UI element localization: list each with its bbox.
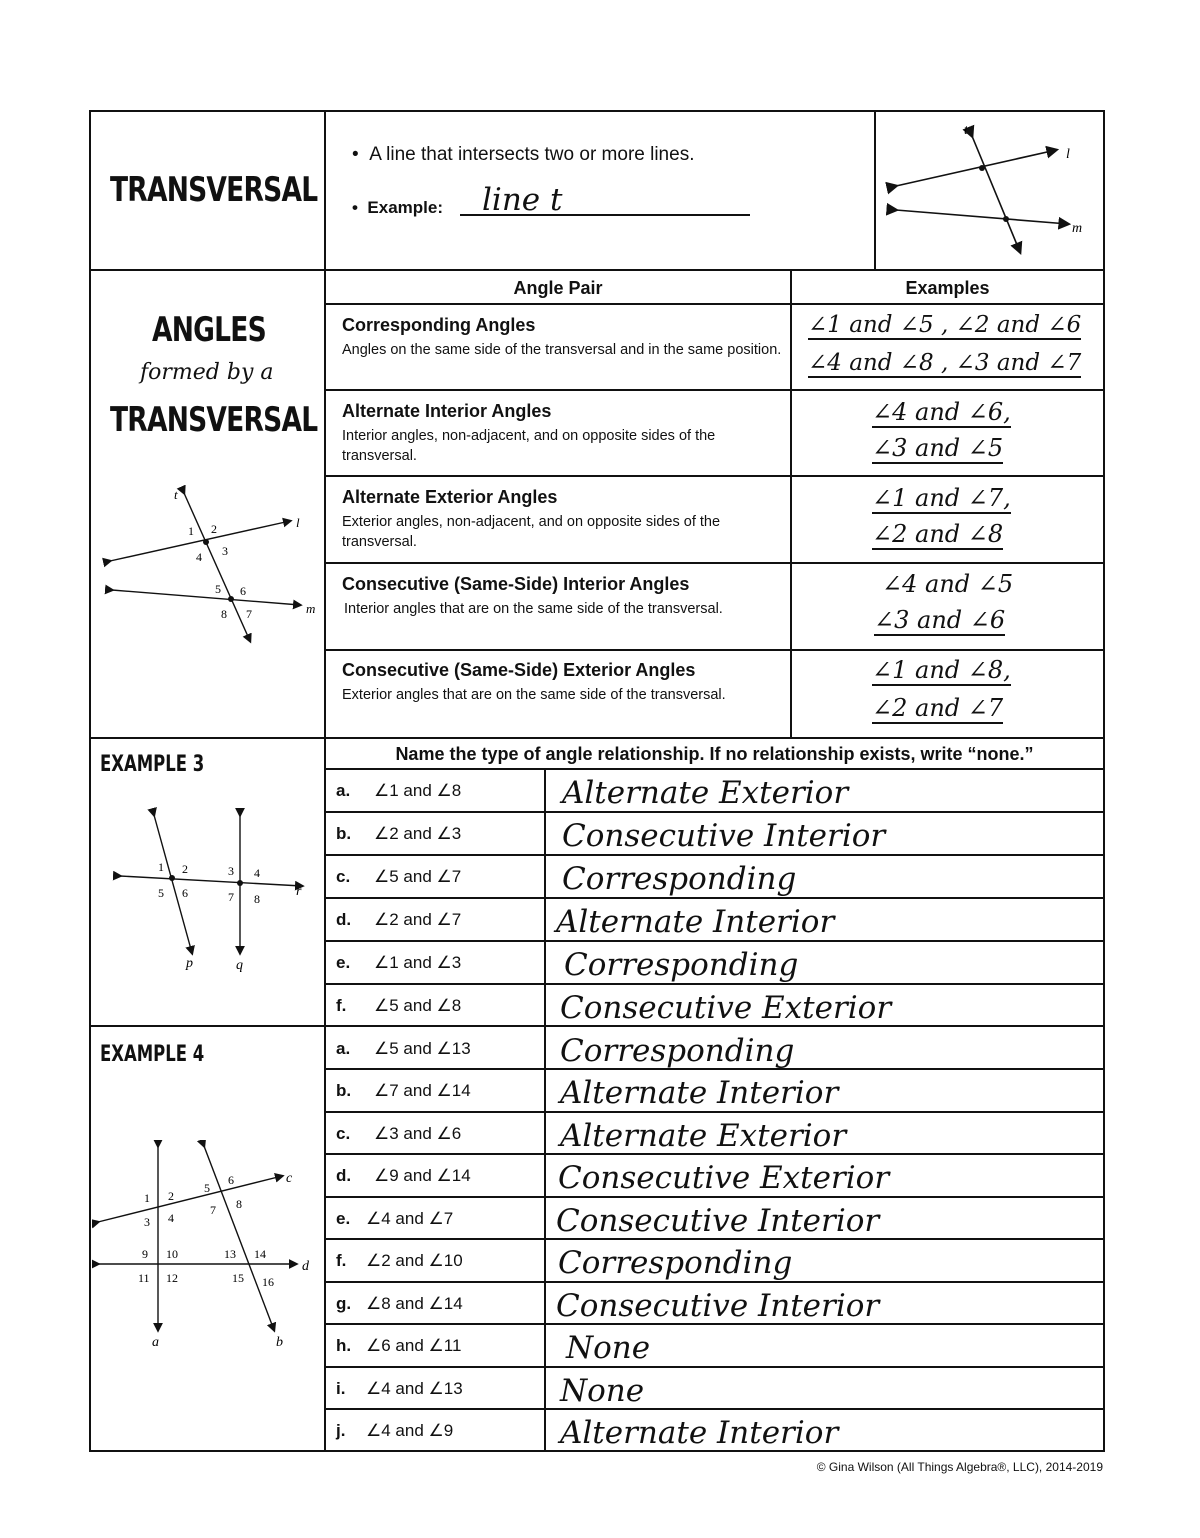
row-letter: g. bbox=[336, 1294, 352, 1313]
angles-title: ANGLES bbox=[152, 310, 266, 350]
line-b bbox=[204, 1146, 274, 1330]
label-m: m bbox=[306, 601, 316, 616]
row-answer: Corresponding bbox=[558, 1245, 793, 1281]
example-answer: line t bbox=[482, 182, 563, 218]
intersection-point bbox=[979, 165, 985, 171]
pair-title: Consecutive (Same-Side) Interior Angles bbox=[342, 574, 690, 594]
section-divider bbox=[89, 737, 1105, 739]
angle-label: 4 bbox=[254, 866, 260, 880]
row-divider bbox=[324, 303, 1105, 305]
pair-description: Exterior angles that are on the same side of the transversal. bbox=[342, 687, 726, 703]
bullet-icon: • bbox=[352, 198, 368, 217]
angle-label: 11 bbox=[138, 1271, 150, 1285]
row-angle-pair: ∠4 and ∠13 bbox=[366, 1379, 463, 1398]
angle-label: 7 bbox=[228, 890, 234, 904]
row-divider bbox=[324, 983, 1105, 985]
angle-label: 8 bbox=[236, 1197, 242, 1211]
row-answer: Consecutive Exterior bbox=[558, 1160, 890, 1196]
line-p bbox=[154, 815, 192, 953]
row-letter: d. bbox=[336, 910, 352, 929]
table-border-left bbox=[89, 110, 91, 1452]
row-divider bbox=[324, 1366, 1105, 1368]
pair-example: ∠1 and ∠5 , ∠2 and ∠6 bbox=[808, 312, 1082, 338]
transversal-title: TRANSVERSAL bbox=[110, 170, 318, 210]
example-label: Example: bbox=[367, 198, 443, 217]
pair-example: ∠2 and ∠7 bbox=[872, 694, 1004, 722]
label-a: a bbox=[152, 1335, 159, 1350]
intersection-point bbox=[203, 539, 209, 545]
line-l bbox=[896, 150, 1056, 186]
row-answer: Corresponding bbox=[564, 947, 799, 983]
row-divider bbox=[324, 649, 1105, 651]
row-answer: None bbox=[560, 1373, 645, 1409]
cell-divider bbox=[790, 270, 792, 738]
pair-description: Angles on the same side of the transversal and in the same position. bbox=[342, 342, 782, 358]
angle-label: 5 bbox=[158, 886, 164, 900]
label-d: d bbox=[302, 1259, 309, 1274]
row-letter: j. bbox=[336, 1421, 346, 1440]
line-m bbox=[112, 590, 300, 605]
row-answer: None bbox=[566, 1330, 651, 1366]
row-letter: i. bbox=[336, 1379, 346, 1398]
cell-divider bbox=[544, 768, 546, 1026]
angle-label: 16 bbox=[262, 1275, 274, 1289]
pair-title: Alternate Exterior Angles bbox=[342, 487, 558, 507]
intersection-point bbox=[237, 880, 243, 886]
angle-label: 8 bbox=[254, 892, 260, 906]
intersection-point bbox=[1003, 216, 1009, 222]
angle-label: 4 bbox=[196, 550, 202, 564]
row-letter: a. bbox=[336, 781, 351, 800]
angle-label: 9 bbox=[142, 1247, 148, 1261]
line-t bbox=[972, 136, 1020, 252]
angle-label: 2 bbox=[168, 1189, 174, 1203]
row-letter: c. bbox=[336, 1124, 351, 1143]
cell-divider bbox=[544, 1026, 546, 1451]
definition-bullet bbox=[352, 144, 694, 166]
line-t bbox=[184, 493, 250, 641]
angle-label: 12 bbox=[166, 1271, 178, 1285]
row-letter: b. bbox=[336, 824, 352, 843]
intersection-point bbox=[228, 596, 234, 602]
row-angle-pair: ∠2 and ∠3 bbox=[374, 824, 462, 843]
angle-label: 15 bbox=[232, 1271, 244, 1285]
row-answer: Corresponding bbox=[560, 1033, 795, 1069]
pair-example: ∠4 and ∠6, bbox=[872, 398, 1011, 426]
row-divider bbox=[324, 897, 1105, 899]
label-b: b bbox=[276, 1335, 283, 1350]
row-angle-pair: ∠1 and ∠8 bbox=[374, 781, 462, 800]
row-answer: Corresponding bbox=[562, 861, 797, 897]
row-angle-pair: ∠1 and ∠3 bbox=[374, 953, 462, 972]
label-r: r bbox=[296, 884, 302, 899]
pair-title: Corresponding Angles bbox=[342, 315, 536, 335]
angle-label: 14 bbox=[254, 1247, 266, 1261]
pair-description: Interior angles, non-adjacent, and on opposite sides of the transversal. bbox=[342, 428, 716, 464]
row-letter: h. bbox=[336, 1336, 352, 1355]
row-answer: Alternate Interior bbox=[556, 904, 835, 940]
column-divider bbox=[324, 110, 326, 1452]
row-answer: Alternate Exterior bbox=[560, 1118, 847, 1154]
angle-label: 7 bbox=[246, 607, 252, 621]
row-angle-pair: ∠5 and ∠7 bbox=[374, 867, 462, 886]
row-divider bbox=[324, 1111, 1105, 1113]
pair-title: Consecutive (Same-Side) Exterior Angles bbox=[342, 660, 696, 680]
example-3-title: EXAMPLE 3 bbox=[100, 752, 205, 777]
row-answer: Consecutive Interior bbox=[562, 818, 886, 854]
row-answer: Consecutive Interior bbox=[556, 1288, 880, 1324]
row-divider bbox=[324, 940, 1105, 942]
label-m: m bbox=[1072, 221, 1083, 236]
bullet-icon: • bbox=[352, 144, 370, 165]
row-angle-pair: ∠8 and ∠14 bbox=[366, 1294, 463, 1313]
row-angle-pair: ∠2 and ∠10 bbox=[366, 1251, 463, 1270]
pair-description: Exterior angles, non-adjacent, and on opposite sides of the transversal. bbox=[342, 514, 721, 550]
example-3-diagram bbox=[110, 805, 322, 980]
row-answer: Alternate Exterior bbox=[562, 775, 849, 811]
definition-text: A line that intersects two or more lines. bbox=[369, 144, 695, 165]
row-angle-pair: ∠2 and ∠7 bbox=[374, 910, 462, 929]
angle-label: 6 bbox=[228, 1173, 234, 1187]
angle-label: 6 bbox=[182, 886, 188, 900]
example-bullet bbox=[352, 198, 443, 218]
angle-label: 5 bbox=[204, 1181, 210, 1195]
row-divider bbox=[324, 1408, 1105, 1410]
row-divider bbox=[324, 768, 1105, 770]
row-divider bbox=[324, 562, 1105, 564]
header-angle-pair: Angle Pair bbox=[513, 278, 603, 298]
angle-label: 7 bbox=[210, 1203, 216, 1217]
row-divider bbox=[324, 389, 1105, 391]
row-angle-pair: ∠4 and ∠7 bbox=[366, 1209, 454, 1228]
row-answer: Alternate Interior bbox=[560, 1075, 839, 1111]
angle-label: 3 bbox=[144, 1215, 150, 1229]
angle-label: 1 bbox=[158, 860, 164, 874]
row-angle-pair: ∠3 and ∠6 bbox=[374, 1124, 462, 1143]
header-examples: Examples bbox=[905, 278, 990, 298]
label-p: p bbox=[186, 956, 193, 971]
label-l: l bbox=[296, 515, 300, 530]
angle-label: 2 bbox=[211, 522, 217, 536]
row-angle-pair: ∠5 and ∠8 bbox=[374, 996, 462, 1015]
angles-diagram bbox=[100, 485, 322, 645]
angle-label: 3 bbox=[222, 544, 228, 558]
angle-label: 4 bbox=[168, 1211, 174, 1225]
row-divider bbox=[324, 854, 1105, 856]
row-angle-pair: ∠6 and ∠11 bbox=[366, 1336, 462, 1355]
row-angle-pair: ∠5 and ∠13 bbox=[374, 1039, 471, 1058]
angle-label: 5 bbox=[215, 582, 221, 596]
pair-example: ∠3 and ∠5 bbox=[872, 434, 1004, 462]
row-letter: f. bbox=[336, 1251, 347, 1270]
angle-label: 1 bbox=[144, 1191, 150, 1205]
line-m bbox=[896, 210, 1068, 224]
angle-label: 1 bbox=[188, 524, 194, 538]
pair-title: Alternate Interior Angles bbox=[342, 401, 552, 421]
intersection-point bbox=[169, 875, 175, 881]
example-4-title: EXAMPLE 4 bbox=[100, 1042, 205, 1067]
example-4-diagram bbox=[92, 1140, 320, 1355]
pair-example: ∠1 and ∠7, bbox=[872, 484, 1011, 512]
section-divider bbox=[89, 269, 1105, 271]
row-answer: Consecutive Exterior bbox=[560, 990, 892, 1026]
transversal-diagram bbox=[876, 112, 1102, 268]
row-letter: f. bbox=[336, 996, 347, 1015]
row-divider bbox=[324, 1196, 1105, 1198]
angle-label: 13 bbox=[224, 1247, 236, 1261]
label-q: q bbox=[236, 958, 243, 973]
angles-subtitle: formed by a bbox=[140, 360, 274, 385]
label-l: l bbox=[1066, 147, 1070, 162]
row-angle-pair: ∠4 and ∠9 bbox=[366, 1421, 454, 1440]
copyright-footer: © Gina Wilson (All Things Algebra®, LLC), 2014-2019 bbox=[816, 1460, 1103, 1474]
row-angle-pair: ∠9 and ∠14 bbox=[374, 1166, 471, 1185]
row-divider bbox=[324, 475, 1105, 477]
row-letter: e. bbox=[336, 953, 351, 972]
row-letter: b. bbox=[336, 1081, 352, 1100]
angle-label: 2 bbox=[182, 862, 188, 876]
row-angle-pair: ∠7 and ∠14 bbox=[374, 1081, 471, 1100]
table-border-right bbox=[1103, 110, 1105, 1452]
row-letter: a. bbox=[336, 1039, 351, 1058]
row-letter: c. bbox=[336, 867, 351, 886]
angle-label: 10 bbox=[166, 1247, 178, 1261]
row-divider bbox=[324, 1281, 1105, 1283]
pair-description: Interior angles that are on the same side of the transversal. bbox=[344, 601, 723, 617]
pair-example: ∠2 and ∠8 bbox=[872, 520, 1004, 548]
pair-example: ∠1 and ∠8, bbox=[872, 656, 1011, 684]
label-t: t bbox=[964, 123, 968, 138]
angle-label: 3 bbox=[228, 864, 234, 878]
line-r bbox=[120, 876, 302, 886]
row-answer: Consecutive Interior bbox=[556, 1203, 880, 1239]
row-divider bbox=[324, 811, 1105, 813]
pair-example: ∠3 and ∠6 bbox=[874, 606, 1006, 634]
row-letter: d. bbox=[336, 1166, 352, 1185]
angles-title-2: TRANSVERSAL bbox=[110, 400, 318, 440]
pair-example: ∠4 and ∠5 bbox=[882, 570, 1014, 598]
instructions: Name the type of angle relationship. If no relationship exists, write “none.” bbox=[395, 744, 1034, 764]
row-letter: e. bbox=[336, 1209, 351, 1228]
label-c: c bbox=[286, 1171, 293, 1186]
line-c bbox=[98, 1176, 282, 1222]
label-t: t bbox=[174, 487, 178, 502]
pair-example: ∠4 and ∠8 , ∠3 and ∠7 bbox=[808, 350, 1082, 376]
row-answer: Alternate Interior bbox=[560, 1415, 839, 1451]
angle-label: 8 bbox=[221, 607, 227, 621]
angle-label: 6 bbox=[240, 584, 246, 598]
